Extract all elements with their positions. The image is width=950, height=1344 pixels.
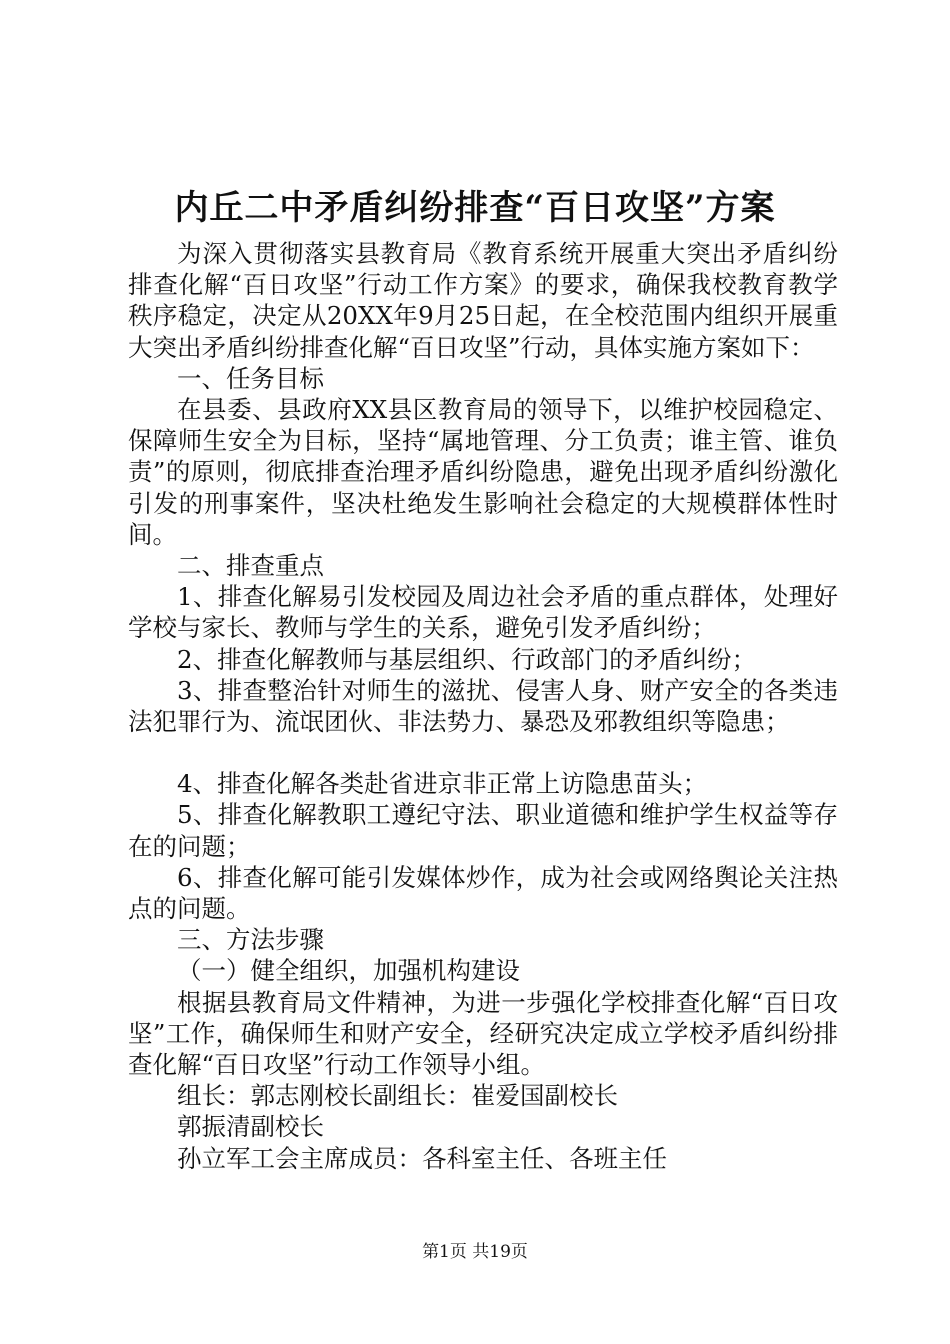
organization-paragraph: 根据县教育局文件精神，为进一步强化学校排查化解“百日攻坚”工作，确保师生和财产安全，经研究决定成立学校矛盾纠纷排查化解“百日攻坚”行动工作领导小组。	[128, 987, 838, 1080]
page-number: 第1页 共19页	[422, 1242, 528, 1262]
section-heading-focus: 二、排查重点	[177, 551, 324, 581]
section-heading-goals: 一、任务目标	[177, 363, 324, 393]
focus-item-5: 5、排查化解教职工遵纪守法、职业道德和维护学生权益等存在的问题；	[128, 800, 838, 861]
section-heading-steps: 三、方法步骤	[177, 925, 324, 955]
focus-item-6: 6、排查化解可能引发媒体炒作，成为社会或网络舆论关注热点的问题。	[128, 862, 838, 924]
leader-line: 组长：郭志刚校长副组长：崔爱国副校长	[177, 1081, 618, 1111]
members-line: 孙立军工会主席成员：各科室主任、各班主任	[177, 1143, 667, 1173]
paragraph-gap	[128, 737, 838, 768]
focus-item-2: 2、排查化解教师与基层组织、行政部门的矛盾纠纷；	[177, 644, 757, 674]
focus-item-1: 1、排查化解易引发校园及周边社会矛盾的重点群体，处理好学校与家长、教师与学生的关系，避免引发矛盾纠纷；	[128, 582, 838, 643]
intro-paragraph: 为深入贯彻落实县教育局《教育系统开展重大突出矛盾纠纷排查化解“百日攻坚”行动工作方案》的要求，确保我校教育教学秩序稳定，决定从20XX年9月25日起，在全校范围内组织开展重大突出矛盾纠纷排查化解“百日攻坚”行动，具体实施方案如下：	[128, 239, 838, 362]
goals-paragraph: 在县委、县政府XX县区教育局的领导下，以维护校园稳定、保障师生安全为目标，坚持“属地管理、分工负责；谁主管、谁负责”的原则，彻底排查治理矛盾纠纷隐患，避免出现矛盾纠纷激化引发的刑事案件，坚决杜绝发生影响社会稳定的大规模群体性时间。	[128, 395, 838, 549]
subsection-heading-organization: （一）健全组织，加强机构建设	[177, 956, 520, 986]
deputy-line: 郭振清副校长	[177, 1112, 324, 1142]
document-title: 内丘二中矛盾纠纷排查“百日攻坚”方案	[174, 188, 776, 228]
focus-item-3: 3、排查整治针对师生的滋扰、侵害人身、财产安全的各类违法犯罪行为、流氓团伙、非法势力、暴恐及邪教组织等隐患；	[128, 675, 838, 737]
focus-item-4: 4、排查化解各类赴省进京非正常上访隐患苗头；	[177, 769, 708, 799]
document-body	[128, 238, 838, 1174]
